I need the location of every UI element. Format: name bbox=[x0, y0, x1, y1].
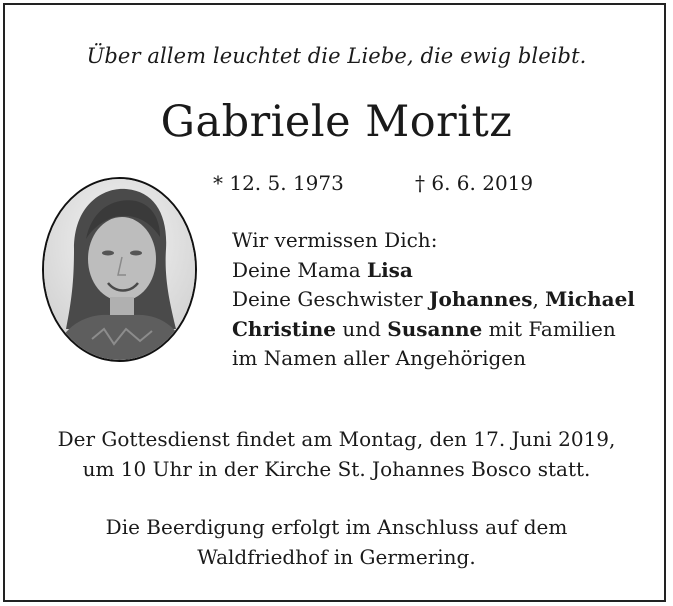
burial-announcement bbox=[0, 513, 673, 572]
sibling-name: Michael bbox=[545, 287, 635, 311]
mourners-closing: im Namen aller Angehörigen bbox=[232, 346, 527, 370]
sibling-name: Johannes bbox=[429, 287, 533, 311]
mourners-intro: Wir vermissen Dich: bbox=[232, 228, 438, 252]
sibling-name: Christine bbox=[232, 316, 336, 341]
families-suffix: mit Familien bbox=[482, 316, 616, 341]
mother-name: Lisa bbox=[367, 257, 413, 282]
siblings-prefix: Deine Geschwister bbox=[232, 287, 430, 311]
motto-text: Über allem leuchtet die Liebe, die ewig bleibt. bbox=[86, 44, 587, 68]
service-line: um 10 Uhr in der Kirche St. Johannes Bosco statt. bbox=[82, 456, 591, 481]
mourners-block bbox=[232, 226, 635, 374]
service-line: Der Gottesdienst findet am Montag, den 17. Juni 2019, bbox=[57, 427, 616, 451]
comma-separator: , bbox=[532, 287, 546, 311]
burial-line: Waldfriedhof in Germering. bbox=[197, 544, 476, 569]
mother-prefix: Deine Mama bbox=[232, 257, 367, 282]
mourners-siblings-line-2 bbox=[232, 315, 635, 345]
mourners-siblings-line bbox=[232, 285, 635, 315]
and-word: und bbox=[335, 316, 388, 341]
deceased-name: Gabriele Moritz bbox=[160, 97, 513, 147]
death-date: † 6. 6. 2019 bbox=[415, 171, 534, 195]
service-announcement bbox=[0, 425, 673, 484]
burial-line: Die Beerdigung erfolgt im Anschluss auf dem bbox=[105, 515, 568, 539]
sibling-name: Susanne bbox=[387, 316, 483, 341]
birth-date: * 12. 5. 1973 bbox=[213, 171, 344, 195]
portrait-photo bbox=[42, 177, 197, 362]
mourners-mother-line bbox=[232, 256, 635, 286]
